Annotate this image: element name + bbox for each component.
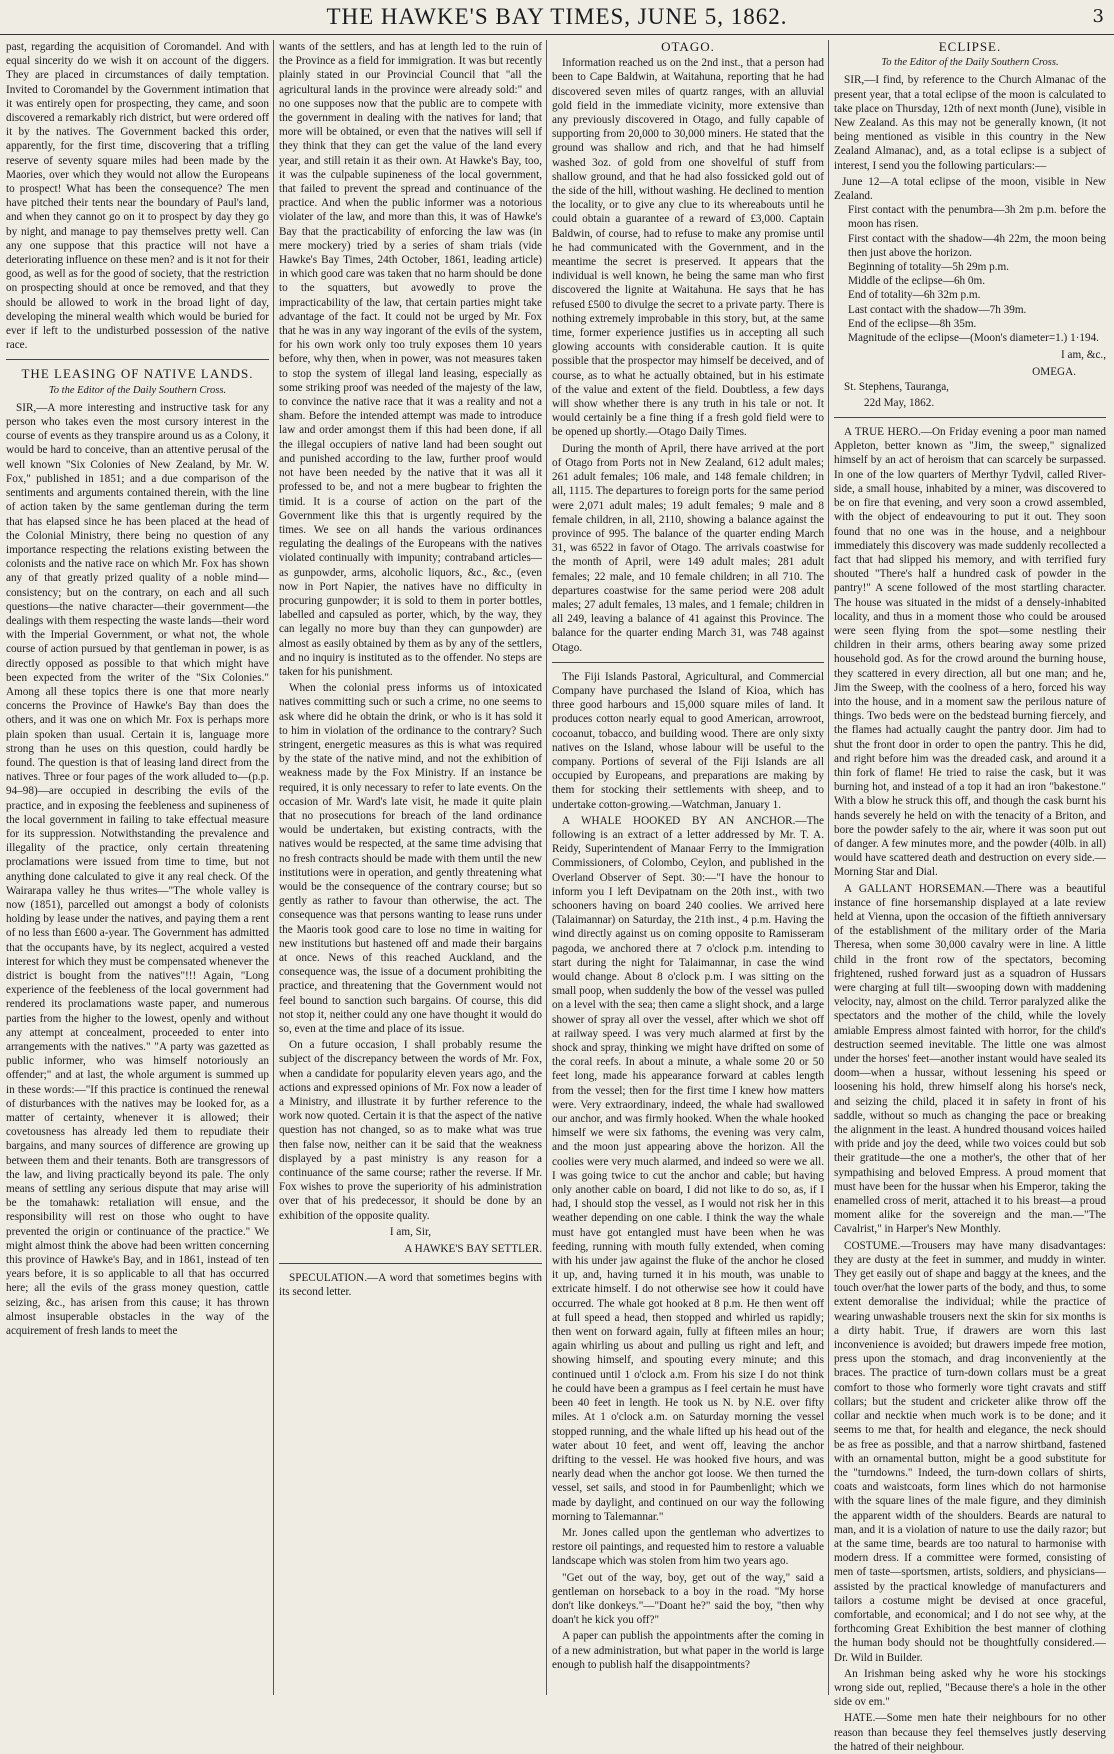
column-rule	[828, 40, 829, 1695]
column-rule	[273, 40, 274, 1695]
leasing-continued-paragraph: When the colonial press informs us of intoxicated natives committing such or such a crime, no one seems to ask where did he obtain the drink, or who is it has sold it to him in violation of the ordinance to the contrary? Such stringent, energetic measures as this is what was required by the state of the native mind, and not the exhibition of weakness made by the Fox Ministry. If an instance be required, it is only necessary to refer to late events. On the occasion of Mr. Ward's late visit, he made it quite plain that no prosecutions for breach of the land ordinance would be undertaken, but existing contracts, with the natives would be respected, at the same time advising that no fresh contracts should be made with them until the new institutions were in operation, and gently threatening what would be the consequence of the contrary course; but so gently as rather to favour than otherwise, the act. The consequence was that persons wanting to lease runs under the Maoris took good care to lose no time in waiting for new institutions but hastened off and made their bargains at once. News of this reached Auckland, and the consequence was, the issue of a document prohibiting the practice, and threatening that the Government would not feel bound to sanction such bargains. Of course, this did not stop it, neither could any one have thought it would do so, even at the time and place of its issue.	[279, 682, 542, 1036]
leasing-paragraph: SIR,—A more interesting and instructive task for any person who takes even the most cursory interest in the course of events as they transpire around us as a Colony, it would be hard to conceive, than an attentive perusal of the well known "Six Colonies of New Zealand, by Mr. W. Fox," published in 1851; and a due comparison of the sentiments and arguments contained therein, with the line of action taken by the same gentleman during the term that has elapsed since he has been placed at the head of the Colonial Ministry, there being no question of any importance respecting the relations existing between the colonists and the native race on which Mr. Fox has shown any of that greatly prized quality of a noble mind—consistency; but on the contrary, on each and all such questions—the native character—their government—the dealings with them respecting the waste lands—their word with the Imperial Government, or what not, the whole course of action pursued by that gentleman in power, is as directly opposed as possible to that which might have been expected from the writer of the "Six Colonies." Among all these topics there is one that more nearly concerns the Province of Hawke's Bay than does the others, and it was one on which Mr. Fox is perhaps more plain spoken than usual. Certain it is, language more strong than he uses on this question, could hardly be found. The question is that of leasing land direct from the natives. Three or four pages of the work alluded to—(p.p. 94–98)—are occupied in describing the evils of the practice, and in exposing the feebleness and supineness of the local government in failing to take effectual measure for its suppression. Notwithstanding the prevalence and illegality of the practice, only certain threatening proclamations were issued from time to time, but not anything done calculated to give it any real check. Of the Wairarapa valley he thus writes—"The whole valley is now (1851), parcelled out amongst a body of colonists holding by lease under the natives, and paying them a rent of no less than £600 a-year. The Government has admitted that the occupants have, by its neglect, acquired a vested interest for which they must be compensated whenever the district is bought from the natives"!!! Again, "Long experience of the feebleness of the local government had rendered its proclamations waste paper, and numerous parties from the higher to the lowest, openly and without any attempt at concealment, proceeded to enter into arrangements with the natives." "A party was gazetted as public informer, who was himself notoriously an offender;" and at last, the whole argument is summed up in these words:—"If this practice is continued the renewal of disturbances with the natives may be looked for, as a matter of certainty, whenever it is allowed; their covetousness has already led them to repudiate their bargains, and many sources of difference are growing up between them and their tenants. Both are transgressors of the law, and living practically beyond its pale. The only means of settling any serious dispute that may arise will be the tomahawk: retaliation will ensue, and the responsibility will rest on those who ought to have prevented the origin or continuance of the practice." We might almost think the above had been written concerning this province of Hawke's Bay, and in 1861, instead of ten years before, it is so applicable to all that has occurred here; all the evils of the grass money question, cattle seizing, &c., has arisen from this cause; it has thrown almost insuperable obstacles in the way of the acquirement of fresh lands to meet the	[6, 401, 269, 1338]
masthead	[0, 0, 1114, 35]
leasing-continued-paragraph: On a future occasion, I shall probably resume the subject of the discrepancy between the words of Mr. Fox, when a candidate for popularity eleven years ago, and the actions and expressed opinions of Mr. Fox now a leader of a Ministry, and illustrate it by further reference to the work now quoted. Certain it is that the aspect of the native question has not changed, so as to make what was true then false now, neither can it be said that the weakness displayed by a past ministry is any reason for a continuance of the same course; rather the reverse. If Mr. Fox wishes to prove the superiority of his administration over that of his predecessor, it should be done by an exhibition of the opposite quality.	[279, 1039, 542, 1222]
eclipse-line: First contact with the shadow—4h 22m, the moon being then just above the horizon.	[848, 232, 1106, 259]
otago-paragraph: During the month of April, there have arrived at the port of Otago from Ports not in New Zealand, 612 adult males; 261 adult females; 106 male, and 148 female children; in all, 1115. The departures to foreign ports for the same period were 2,071 adult males; 19 adult females; 9 male and 8 female children, in all, 2110, showing a balance against the province of 995. The balance of the quarter ending March 31, was 6522 in favor of Otago. The arrivals coastwise for the month of April, were 149 adult males; 281 adult females; 22 male, and 10 female children; in all 710. The departures coastwise for the same period were 208 adult males; 27 adult females, 13 males, and 1 female; children in all 249, leaving a balance of 41 against this Province. The balance for the quarter ending March 31, was 748 against Otago.	[552, 442, 824, 654]
column-1	[6, 40, 269, 1695]
eclipse-line: Last contact with the shadow—7h 39m.	[848, 303, 1027, 316]
eclipse-line: First contact with the penumbra—3h 2m p.m. before the moon has risen.	[848, 204, 1106, 231]
eclipse-line: June 12—A total eclipse of the moon, visible in New Zealand.	[834, 175, 1106, 203]
leasing-continued-paragraph: wants of the settlers, and has at length led to the ruin of the Province as a field for immigration. It was but recently plainly stated in our Provincial Council that "all the agricultural lands in the province were already sold:" and no one supposes now that the public are to compete with the government in dealing with the natives for land; that more will be obtained, or even that the natives will sell if they think that they can get the value of the land every year, and still retain it as their own. At Hawke's Bay, too, it was the culpable supineness of the local government, that failed to prevent the spread and continuance of the practice. And when the public informer was a notorious violater of the law, and more than this, it was of Hawke's Bay that the practicability of enforcing the law was (in mere mockery) tried by a series of sham trials (vide Hawke's Bay Times, 24th October, 1861, leading article) in which good care was taken that no harm should be done to the squatters, but avowedly to prove the impracticability of the law, that certain parties might take advantage of the fact. It could not be urged by Mr. Fox that he was in any way ingorant of the evils of the system, for his own work only too truly exposes them 10 years before, why then, when in power, was not measures taken to stop the system of illegal land leasing, especially as some striking proof was needed of the majesty of the law, to convince the native race that it was a reality and not a sham. Before the intended attempt was made to introduce law and order amongst them if this had been done, if all the illegal occupiers of native land had been sought out and punished according to the law, further proof would not have been needed by the native that it was all it professed to be, and not a mere bugbear to frighten the timid. It is a course of action on the part of the Government like this that is urgently required by the times. We see on all hands the various ordinances regulating the dealings of the Europeans with the natives violated continually with impunity; contraband articles—as gunpowder, arms, alcoholic liquors, &c., &c., (even now in Port Napier, the natives have no difficulty in procuring gunpowder; it is sold to them in porter bottles, labelled and capsuled as porter, which, by the way, they can legally no more buy than they can gunpowder) are almost as easily obtained by them as by any of the settlers, and no inquiry is instituted as to the offender. No steps are taken for his punishment.	[279, 41, 542, 678]
true-hero-paragraph: A TRUE HERO.—On Friday evening a poor man named Appleton, better known as "Jim, the sweep," signalized himself by an act of heroism that can scarcely be surpassed. In one of the low quarters of Merthyr Tydvil, called River-side, a small house, inhabited by a miner, was discovered to be on fire that evening, and very soon a crowd assembled, with the object of endeavouring to put it out. They soon found that no one was in the house, and a neighbour immediately this discovery was made suddenly recollected a fact that had slipped his memory, and with terrified fury shouted "There's half a hundred cask of powder in the pantry!" A scene followed of the most startling character. The house was situated in the midst of a densely-inhabited locality, and thus in a moment those who could be aroused were seen flying from the spot—some nestling their children in their arms, others bearing away some prized household god. As for the crowd around the burning house, they scattered in every direction, all but one man; and he, Jim the Sweep, with the coolness of a hero, forced his way into the house, and in a moment saw the perilous nature of things. Two beds were on the bedstead burning fiercely, and the flames had actually caught the pantry door. Jim had to shut the front door in order to open the pantry. This he did, and right before him was the dreaded cask, and around it a thin fork of flame! He tried to raise the cask, but it was burning hot, and instead of a top it had an iron "bakestone." With a blow he struck this off, and though the cask burnt his hands severely he held on with the tenacity of a Briton, and bore the powder safely to the air, where it was soon put out of danger. A few minutes more, and the powder (40lb. in all) would have scattered death and destruction on every side.—Morning Star and Dial.	[834, 426, 1106, 879]
eclipse-date: 22d May, 1862.	[864, 396, 935, 409]
divider	[834, 417, 1106, 418]
divider	[552, 662, 824, 663]
eclipse-place: St. Stephens, Tauranga,	[844, 380, 949, 393]
newspaper-title: THE HAWKE'S BAY TIMES, JUNE 5, 1862.	[326, 4, 788, 29]
column-3	[552, 40, 824, 1695]
hate-paragraph: HATE.—Some men hate their neighbours for no other reason than because they feel themselves justly deserving the hatred of their neighbour.	[834, 1712, 1106, 1753]
eclipse-signature: OMEGA.	[1032, 366, 1076, 379]
leasing-heading: THE LEASING OF NATIVE LANDS.	[21, 366, 254, 382]
divider	[6, 359, 269, 360]
appointments-paragraph: A paper can publish the appointments after the coming in of a new administration, but what paper in the world is large enough to publish half the disappointments?	[552, 1630, 824, 1671]
eclipse-heading: ECLIPSE.	[938, 39, 1002, 54]
page-number: 3	[1092, 6, 1104, 27]
column-2	[279, 40, 542, 1695]
coromandel-paragraph: past, regarding the acquisition of Coromandel. And with equal sincerity do we wish it on account of the diggers. They are placed in circumstances of daily temptation. Invited to Coromandel by the Government intimation that it was entirely open for prospecting, they came, and soon discovered a remarkably rich district, but were ordered off it by the natives. The Government backed this order, apparently, for the first time, discovering that a trifling reserve of seventy square miles had been made by the Maories, over which they would not allow the Europeans to prospect! What has been the consequence? The men have pitched their tents near the boundary of Paul's land, and when they cannot go on it to prospect by day they go by night, and manage to pay themselves pretty well. Can any one suppose that this practice will not have a deteriorating influence on these men? and is it not for their good, as well as for the good of society, that the restriction on prospecting should at once be removed, and that they should be allowed to work in the broad light of day, developing the mineral wealth which would be buried for ever if left to the undisturbed possession of the native race.	[6, 41, 269, 352]
eclipse-line: Magnitude of the eclipse—(Moon's diameter=1.) 1·194.	[848, 332, 1099, 345]
leasing-subheading: To the Editor of the Daily Southern Cross.	[48, 384, 227, 396]
eclipse-line: Beginning of totality—5h 29m p.m.	[848, 261, 1009, 274]
eclipse-subheading: To the Editor of the Daily Southern Cross.	[881, 57, 1059, 69]
costume-paragraph: COSTUME.—Trousers may have many disadvantages: they are dusty at the feet in summer, and muddy in winter. They get easily out of shape and baggy at the knees, and the touch over/hat the lower parts of the body, and thus, to some extent demoralise the individual; while the practice of wearing unwashable trousers next the skin for six months is a dirty habit. True, if drawers are worn this last inconvenience is avoided; but drawers impede free motion, press upon the stomach, and drag inconveniently at the braces. The practice of turn-down collars must be a great comfort to those who formerly wore tight cravats and stiff collars; but the student and cricketer alike throw off the collar and necktie when much work is to be done; and it seems to me that, for health and elegance, the neck should be as free as possible, and that a narrow shirtband, fastened with an ornamental button, might be a good substitute for the "turndowns." Indeed, the turn-down collars of shirts, coats and waistcoats, form lines which do not harmonise with the square lines of the male figure, and they diminish the apparent width of the shoulders. Beards are natural to man, and it is a violation of nature to use the daily razor; but at the same time, beards are too natural to harmonise with modern dress. If a committee were formed, consisting of men of taste—sportsmen, artists, soldiers, and physicians—assisted by the practical knowledge of manufacturers and tailors a costume might be devised at once graceful, comfortable, and economical; and I do not see why, at the forthcoming Great Exhibition the best manner of clothing the human body should not be thoughtfully considered.—Dr. Wild in Builder.	[834, 1239, 1106, 1664]
otago-paragraph: Information reached us on the 2nd inst., that a person had been to Cape Baldwin, at Waitahuna, reporting that he had discovered seven miles of quartz ranges, with an alluvial gold field in the immediate vicinity, more extensive than any previously discovered in Otago, and fully capable of supporting from 20,000 to 30,000 miners. He stated that the ground was shallow and rich, and that he had himself washed 3oz. of gold from one shovelful of stuff from shallow ground, and that he had also fossicked gold out of the side of the hill, without washing. He declined to mention the locality, or to give any clue to its whereabouts until he could obtain a guarantee of a reward of £3,000. Captain Baldwin, of course, had to refuse to make any promise until he had communicated with the Government, and in the meantime the secret is preserved. It appears that the individual is well known, he being the same man who first discovered the lignite at Waitahuna. He says that he has refused £500 to divulge the secret to a private party. There is nothing extremely improbable in this story, but, at the same time, former experience justifies us in accepting all such glowing accounts with considerable caution. It is quite possible that the prospector may himself be deceived, and of course, as to what he actually obtained, but in his estimate of the value and extent of the field. Doubtless, a few days will show whether there is any truth in his tale or not. It would certainly be a fine thing if a fresh gold field were to be opened up shortly.—Otago Daily Times.	[552, 57, 824, 439]
eclipse-line: Middle of the eclipse—6h 0m.	[848, 275, 986, 288]
eclipse-line: End of totality—6h 32m p.m.	[848, 289, 981, 302]
speculation-paragraph: SPECULATION.—A word that sometimes begins with its second letter.	[279, 1272, 542, 1299]
irishman-paragraph: An Irishman being asked why he wore his stockings wrong side out, replied, "Because there's a hole in the other side ov em."	[834, 1667, 1106, 1709]
whale-paragraph: A WHALE HOOKED BY AN ANCHOR.—The following is an extract of a letter addressed by Mr. T. A. Reidy, Superintendent of Manaar Ferry to the Immigration Commissioners, of Colombo, Ceylon, and published in the Overland Observer of Sept. 30:—"I have the honour to inform you I left Devipatnam on the 20th inst., with two schooners having on board 240 coolies. We arrived here (Talaimannar) on Saturday, the 21th inst., 4 p.m. Having the wind directly against us on coming opposite to Ramisseram pagoda, we anchored there at 7 o'clock p.m. intending to start during the night for Talaimannar, in case the wind would change. About 8 o'clock p.m. I was sitting on the small poop, when suddenly the bow of the vessel was pulled on a level with the sea; then came a slight shock, and a large shower of spray all over the vessel, after which we shot off at railway speed. I was very much alarmed at first by the shock and spray, thinking we might have drifted on some of the coral reefs. In about a minute, a whale some 20 or 50 feet long, made his appearance forward at cables length from the vessel; then for the first time I knew how matters were. Very extraordinary, indeed, the whale had swallowed our anchor, and was firmly hooked. When the whale hooked himself we were six fathoms, the evening was very calm, and the moon just appearing above the horizon. All the coolies were very much alarmed, and indeed so were we all. I was going twice to cut the anchor and cable; but having only another cable on board, I did not like to do so, as, if I had, I should stop the vessel, as I would not risk her in this weather depending on one cable. I think the way the whale must have got entangled must have been when he was feeding, running with mouth fully extended, when coming with his under jaw against the fluke of the anchor he closed it up, and, having turned it in his mouth, was unable to extricate himself. I do not otherwise see how it could have occurred. The whale got hooked at 8 p.m. He then went off at full speed a head, then stopped and whirled us rapidly; then went on forward again, fully at fifteen miles an hour; again whirling us about and pulling us right and left, and showing himself, and spouting every minute; and this continued until 1 o'clock a.m. From his size I do not think he could have been a grampus as I feel certain he must have been 40 feet in length. He took us N. by N.E. over fifty miles. At 1 o'clock a.m. on Saturday morning the vessel stopped running, and the whale lifted up his head out of the water about 10 feet, and went off, leaving the anchor drifting to the vessel. He was hooked five hours, and was nearly dead when the anchor got loose. We then turned the vessel, set sails, and stood in for Paumbenlight; which we made by daylight, and continued on our way the following morning to Talemannar."	[552, 814, 824, 1523]
eclipse-times-list	[834, 175, 1106, 345]
paintings-paragraph: Mr. Jones called upon the gentleman who advertizes to restore oil paintings, and requested him to restore a valuable landscape which was stolen from him two years ago.	[552, 1526, 824, 1568]
column-4	[834, 39, 1106, 1753]
divider	[279, 1263, 542, 1264]
otago-heading: OTAGO.	[661, 39, 715, 54]
fiji-paragraph: The Fiji Islands Pastoral, Agricultural, and Commercial Company have purchased the Island of Kioa, which has three good harbours and 15,000 square miles of land. It produces cotton nearly equal to good American, arrowroot, cocoanut, tobacco, and building wood. There are only sixty natives on the Island, whose labour will be useful to the company. Portions of several of the Fiji Islands are all occupied by Europeans, and preparations are making by them for stocking their settlements with sheep, and to undertake cotton-growing.—Watchman, January 1.	[552, 670, 824, 811]
letter-closing: I am, Sir,	[389, 1225, 432, 1238]
donkey-paragraph: "Get out of the way, boy, get out of the way," said a gentleman on horseback to a boy in the road. "My horse don't like donkeys."—"Doant he?" said the boy, "then why doan't he kick you off?"	[552, 1571, 824, 1627]
eclipse-closing: I am, &c.,	[1060, 349, 1106, 362]
eclipse-line: End of the eclipse—8h 35m.	[848, 317, 977, 330]
letter-signature: A HAWKE'S BAY SETTLER.	[404, 1243, 542, 1256]
column-rule	[546, 40, 547, 1695]
eclipse-intro: SIR,—I find, by reference to the Church Almanac of the present year, that a total eclipse of the moon is calculated to take place on Thursday, 12th of next month (June), visible in New Zealand. As this may not be generally known, (it not being mentioned as visible in this country in the New Zealand Almanac), and, as a total eclipse is a subject of interest, I send you the following particulars:—	[834, 74, 1106, 172]
gallant-horseman-paragraph: A GALLANT HORSEMAN.—There was a beautiful instance of fine horsemanship displayed at a late review held at Vienna, upon the occasion of the fiftieth anniversary of the establishment of the military order of the Maria Theresa, when some 30,000 cavalry were in line. A little child in the front row of the spectators, becoming frightened, rushed forward just as a squadron of Hussars were charging at full tilt—swooping down with maddening velocity, nay, almost on the child. Terror paralyzed alike the spectators and the mother of the child, while the lovely amiable Empress almost fainted with horror, for the child's destruction seemed inevitable. The little one was almost under the horses' feet—another instant would have sealed its doom—when a hussar, without lessening his speed or loosening his hold, threw himself along his horse's neck, and seizing the child, placed it in safety in front of his saddle, without so much as changing the pace or breaking the alignment in the least. A hundred thousand voices hailed with pride and joy the deed, while two voices could but sob their gratitude—the one a mother's, the other that of her sympathising and beloved Empress. A proud moment that must have been for the hussar when his Emperor, taking the enamelled cross of merit, attached it to his breast—a proud moment alike for the sovereign and the man.—"The Cavalrist," in Harper's New Monthly.	[834, 882, 1106, 1236]
